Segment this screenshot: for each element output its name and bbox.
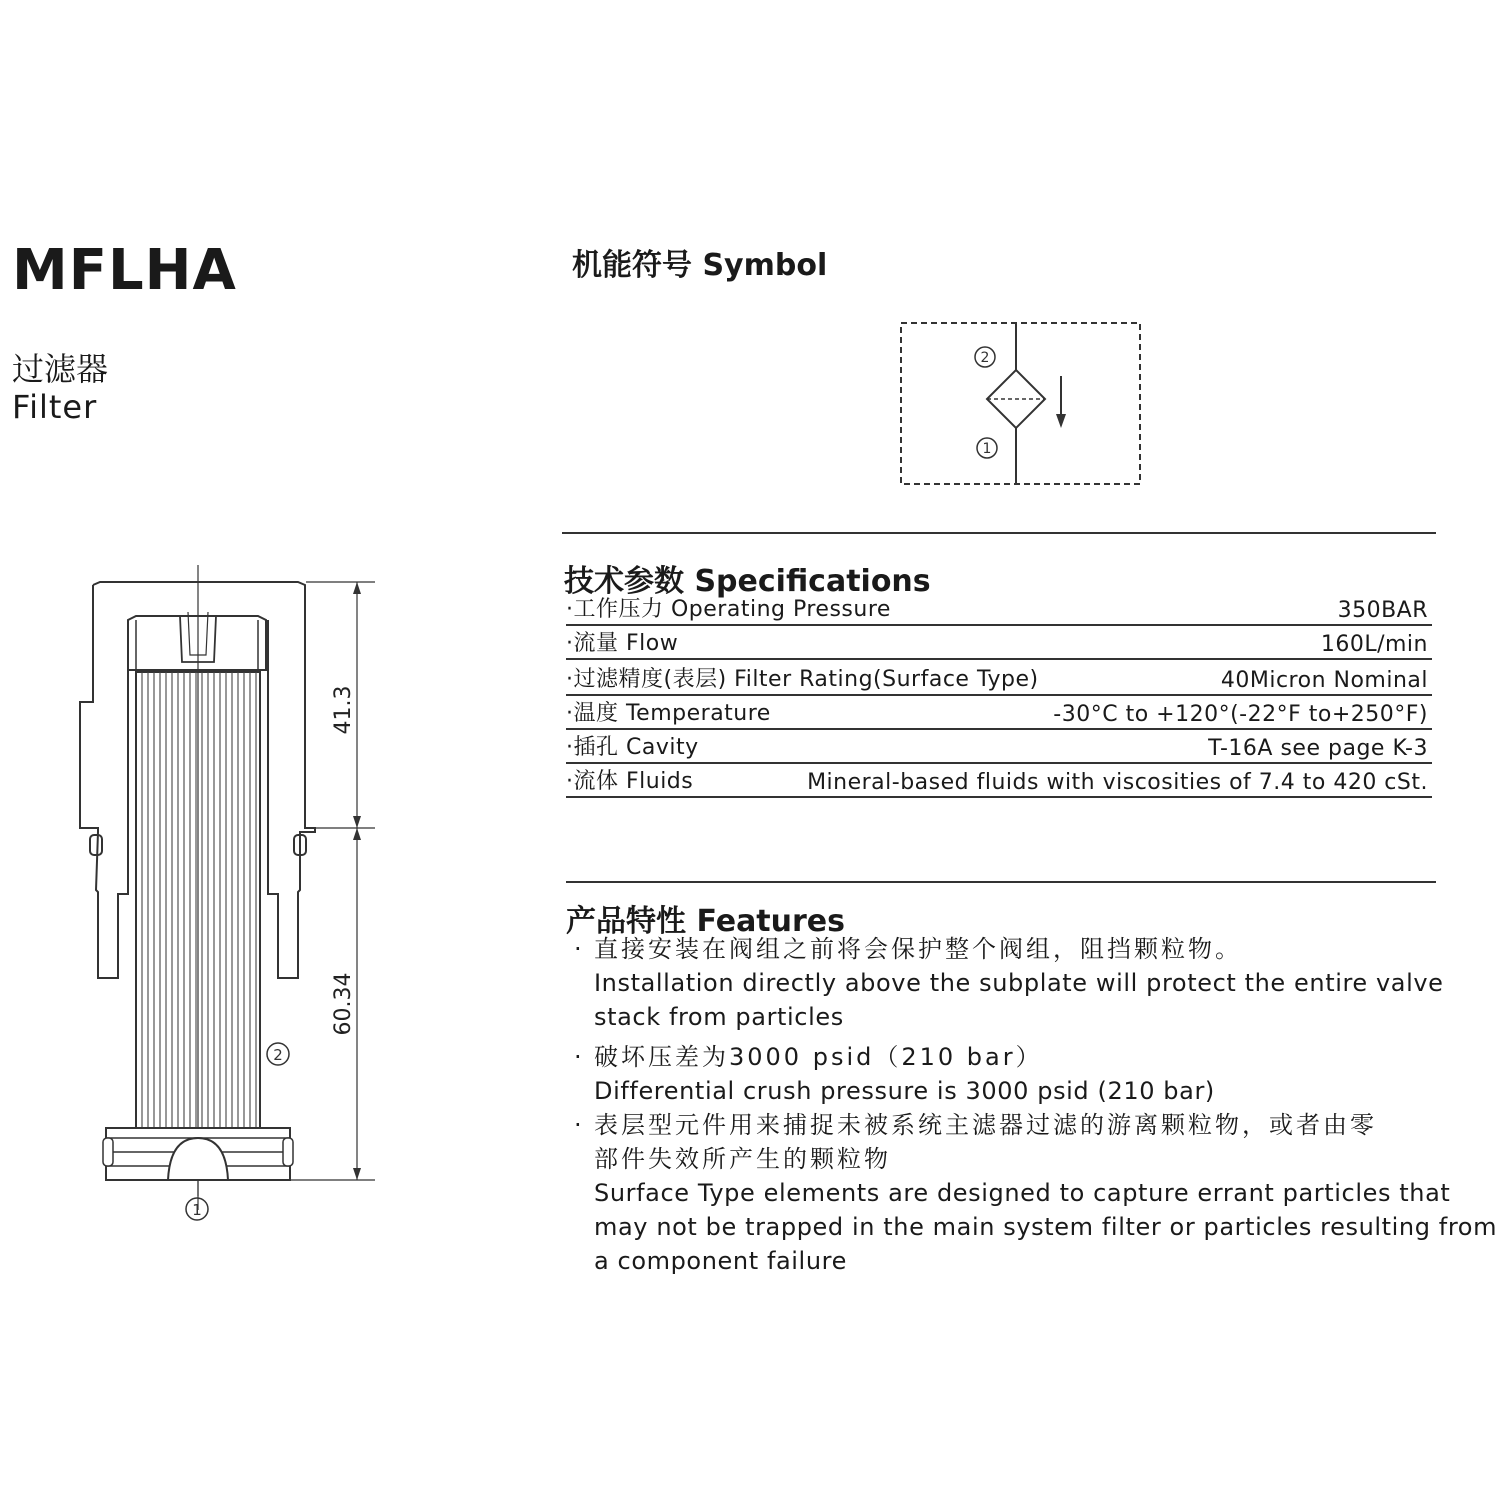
spec-row-flow xyxy=(566,628,1432,660)
feature-item: · 破坏压差为3000 psid（210 bar） Differential crush pressure is 3000 psid (210 bar) xyxy=(574,1040,1474,1108)
spec-row-temperature xyxy=(566,698,1432,730)
symbol-port-1-label: 1 xyxy=(982,441,992,457)
feature-text-en: Differential crush pressure is 3000 psid (210 bar) xyxy=(594,1077,1215,1105)
spec-label: ·流量 Flow xyxy=(566,631,679,656)
feature-text-en: Surface Type elements are designed to capture errant particles that xyxy=(594,1179,1451,1207)
spec-value: Mineral-based fluids with viscosities of 7.4 to 420 cSt. xyxy=(807,770,1428,795)
symbol-title: 机能符号 Symbol xyxy=(572,248,828,283)
spec-value: T-16A see page K-3 xyxy=(1208,736,1428,761)
spec-value: 160L/min xyxy=(1320,632,1428,657)
filter-cross-section-drawing xyxy=(70,560,390,1230)
spec-value: 40Micron Nominal xyxy=(1220,668,1428,693)
subtitle-en: Filter xyxy=(12,388,98,426)
drawing-port-1-label: 1 xyxy=(192,1201,202,1219)
specifications-title: 技术参数 Specifications xyxy=(564,564,931,599)
spec-row-filter-rating xyxy=(566,664,1432,696)
spec-value: 350BAR xyxy=(1337,598,1428,623)
model-title: MFLHA xyxy=(12,238,237,303)
spec-row-cavity xyxy=(566,732,1432,764)
spec-label: ·温度 Temperature xyxy=(566,701,771,726)
feature-text-en: stack from particles xyxy=(594,1003,844,1031)
spec-value: -30°C to +120°(-22°F to+250°F) xyxy=(1053,702,1428,727)
spec-row-fluids xyxy=(566,766,1432,798)
feature-text-en: may not be trapped in the main system filter or particles resulting from xyxy=(594,1213,1498,1241)
divider-features-top xyxy=(566,881,1436,883)
spec-label: ·过滤精度(表层) Filter Rating(Surface Type) xyxy=(566,667,1039,692)
subtitle-cn: 过滤器 xyxy=(12,350,109,388)
divider-specs-top xyxy=(562,532,1436,534)
drawing-port-2-label: 2 xyxy=(273,1046,283,1064)
dimension-lower-label: 60.34 xyxy=(331,972,356,1036)
dimension-upper-label: 41.3 xyxy=(331,685,356,735)
feature-text-cn-cont: 部件失效所产生的颗粒物 xyxy=(594,1145,891,1173)
feature-item: · 表层型元件用来捕捉未被系统主滤器过滤的游离颗粒物，或者由零 部件失效所产生的颗粒物 Surface Type elements are designed to capture errant particles that may not be trapped in the main system filter or particles resulting from a component failure xyxy=(574,1108,1474,1278)
feature-text-en: Installation directly above the subplate will protect the entire valve xyxy=(594,969,1444,997)
feature-text-cn: 破坏压差为3000 psid（210 bar） xyxy=(594,1043,1043,1071)
feature-text-cn: 表层型元件用来捕捉未被系统主滤器过滤的游离颗粒物，或者由零 xyxy=(594,1111,1377,1139)
spec-label: ·工作压力 Operating Pressure xyxy=(566,597,891,622)
symbol-port-2-label: 2 xyxy=(980,350,990,366)
feature-text-en: a component failure xyxy=(594,1247,847,1275)
spec-label: ·流体 Fluids xyxy=(566,769,694,794)
features-title: 产品特性 Features xyxy=(566,904,846,939)
feature-item: · 直接安装在阀组之前将会保护整个阀组，阻挡颗粒物。 Installation directly above the subplate will protect the entire valve stack from particles xyxy=(574,932,1474,1034)
feature-text-cn: 直接安装在阀组之前将会保护整个阀组，阻挡颗粒物。 xyxy=(594,935,1242,963)
spec-label: ·插孔 Cavity xyxy=(566,735,699,760)
spec-row-pressure xyxy=(566,594,1432,626)
filter-symbol-diagram xyxy=(895,318,1147,490)
